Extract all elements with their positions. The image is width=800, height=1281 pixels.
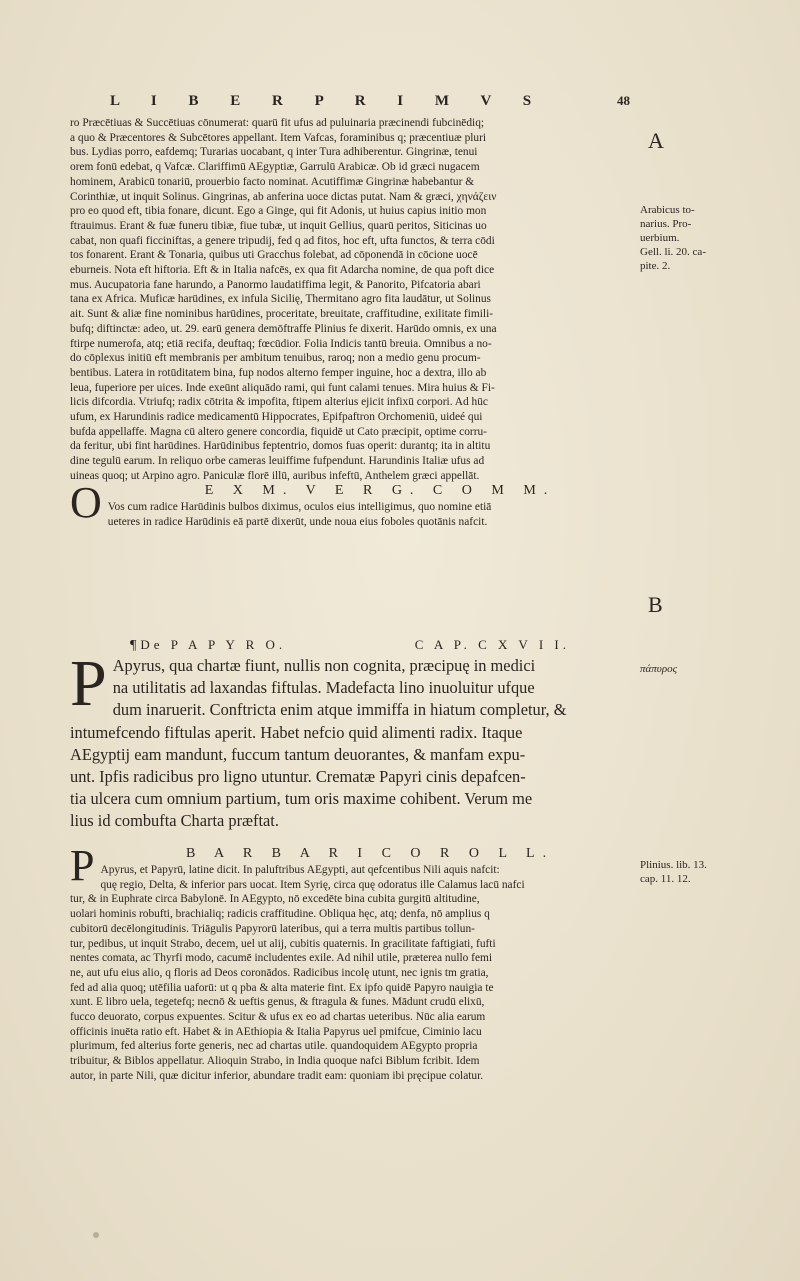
text-line: Corinthiæ, ut inquit Solinus. Gingrinas, ab anferina uoce dictas putat. Nam & græci, χηνάζειν xyxy=(70,190,497,203)
text-line: tia ulcera cum omnium partium, tum oris maxime cohibent. Verum me xyxy=(70,789,533,809)
text-line: tur, pedibus, ut inquit Strabo, decem, uel ut alij, cubitis quaternis. In gracilitate faftigiati, fufti xyxy=(70,937,496,950)
margin-note-line: cap. 11. 12. xyxy=(640,873,691,885)
section-c-papyrus xyxy=(70,647,632,833)
text-line: Vos cum radice Harūdinis bulbos diximus, oculos eius intelligimus, quo nomine etiā xyxy=(107,501,492,513)
margin-note-plinius xyxy=(640,858,760,886)
margin-note-arabicus xyxy=(640,203,760,273)
text-line: intumefcendo fiftulas aperit. Habet nefcio quid alimenti radix. Itaque xyxy=(70,722,523,742)
drop-cap-p-small: P xyxy=(70,841,95,890)
text-line: dine tegulū earum. In reliquo orbe cameras leuiffime fufpendunt. Harundinis Italiæ ufus ad xyxy=(70,455,485,468)
text-line: unt. Ipfis radicibus pro ligno utuntur. Crematæ Papyri cinis depafcen- xyxy=(70,767,526,787)
text-line: mus. Aucupatoria fane harundo, a Panormo laudatiffima legit, & Panorito, Pifcatoria abari xyxy=(70,278,481,291)
chapter-title-wrap xyxy=(130,637,286,654)
text-line: ait. Sunt & aliæ fine nominibus harūdines, proceritate, breuitate, craffitudine, exilitate fimili- xyxy=(70,308,494,321)
margin-greek-papyros: πάπυρος xyxy=(640,663,678,675)
text-line: xunt. E libro uela, tegetefq; necnō & ueftis genus, & ftragula & funes. Mādunt crudū elixū, xyxy=(70,996,485,1009)
commentary-block-1 xyxy=(70,116,632,484)
margin-note-line: uerbium. xyxy=(640,232,680,244)
text-line: pro eo quod eft, tibia fonare, dicunt. Ego a Ginge, qui fit Adonis, ut huius capius initio mon xyxy=(70,205,487,218)
section-heading-barbarus: B A R B A R I C O R O L L. xyxy=(185,846,555,861)
text-line: leua, fuperiore per uices. Inde exeūnt aliquādo rami, qui funt calami tenues. Mira huius & Fi- xyxy=(70,381,495,394)
text-line: bufda appellaffe. Magna cū altero genere concordia, fiquidē ut Cato præcipit, optime corru- xyxy=(70,425,487,438)
margin-note-line: Plinius. lib. 13. xyxy=(640,859,707,871)
text-line: uolari hominis robufti, brachialiq; radicis craffitudine. Obliqua hęc, atq; denfa, nō amplius q xyxy=(70,908,490,921)
fleuron-icon: ¶ xyxy=(130,638,141,653)
text-line: orem fonū edebat, q Vafcæ. Clariffimū AEgyptiæ, Garrulū Arabicæ. Ob id græci nugacem xyxy=(70,161,480,174)
text-line: do cōplexus initiū eft membranis per ambitum tenuibus, raroq; non a medio genu procum- xyxy=(70,352,481,365)
margin-marker-b: B xyxy=(648,592,663,617)
margin-note-line: pite. 2. xyxy=(640,260,671,272)
chapter-number: C A P. C X V I I. xyxy=(414,637,570,652)
text-line: dum inaruerit. Conftricta enim atque immiffa in hiatum completur, & xyxy=(112,700,567,720)
text-line: da feritur, ubi fint harūdines. Harūdinibus feptentrio, domos fuas operit: durantq; ita in altitu xyxy=(70,440,491,453)
text-line: bufq; diftinctæ: adeo, ut. 29. earū genera demōftraffe Plinius fe dixerit. Harūdo omnis, ex una xyxy=(70,322,497,335)
text-line: plurimum, fed alterius forte generis, nec ad chartas utile. quandoquidem AEgypto propria xyxy=(70,1040,478,1053)
section-d-barbarus xyxy=(70,841,632,1084)
text-line: ne, aut ufu eius alio, q floris ad Deos coronādos. Radicibus incolę utunt, nec ignis tm gratia, xyxy=(70,966,489,979)
ink-spot-icon xyxy=(90,1229,102,1241)
text-line: fed ad alia quoq; utēfilia uaforū: ut q pba & alta materie fint. Ex ipfo quidē Papyro nauigia te xyxy=(70,981,494,994)
text-line: officinis inuēta ratio eft. Habet & in AEthiopia & Italia Papyrus uel pmifcue, Ciminio lacu xyxy=(70,1025,482,1038)
margin-note-line: Gell. li. 20. ca- xyxy=(640,246,706,258)
text-line: hominem, Arabicū tonariū, prouerbio facto nominat. Acutiffimæ Gingrinæ habebantur & xyxy=(70,175,475,188)
section-heading-vergilius: E X M. V E R G. C O M M. xyxy=(204,483,556,498)
margin-note-line: narius. Pro- xyxy=(640,218,692,230)
text-line: tana ex Africa. Muficæ harūdines, ex infula Sicilię, Thermitano agro fita laudātur, ut Solinus xyxy=(70,293,491,306)
text-line: licis difcordia. Vtriufq; radix cōtrita & impofita, ftipem alterius ejicit infixū corpori. Ad hūc xyxy=(70,396,488,409)
text-line: quę regio, Delta, & inferior pars uocat. Item Syrię, circa quę odoratus ille Calamus lacū nafci xyxy=(100,878,525,891)
text-line: ro Præcētiuas & Succētiuas cōnumerat: quarū fit ufus ad puluinaria præcinendi fubcinēdiq; xyxy=(70,117,485,129)
text-line: ufum, ex Harundinis radice medicamentū Hippocrates, Epifpaftron Orchomeniū, uideé qui xyxy=(70,411,483,424)
chapter-heading xyxy=(130,637,570,654)
text-line: nentes comata, ac Thyrfi modo, cacumē includentes exile. Ad nihil utile, præterea nullo femi xyxy=(70,952,493,965)
running-header xyxy=(110,93,630,110)
margin-note-line: Arabicus to- xyxy=(640,204,695,216)
text-line: Apyrus, qua chartæ fiunt, nullis non cognita, præcipuę in medici xyxy=(112,656,536,675)
section-b xyxy=(70,478,632,529)
text-line: bus. Lydias porro, eafdemq; Turarias uocabant, q inter Tura adhiberentur. Gingrinæ, tenui xyxy=(70,146,478,159)
text-line: cubitorū decēlongitudinis. Triāgulis Papyrorū lateribus, qui a terra multis partibus tollun- xyxy=(70,922,475,935)
text-line: ftirpe numerofa, atq; etiā recifa, deuftaq; fœcūdior. Folia Indicis tantū breuia. Omnibus a no- xyxy=(70,337,492,350)
text-line: ftrauimus. Erant & fuæ funeru tibiæ, fiue tubæ, ut inquit Gellius, quarū peritos, Siticinas uo xyxy=(70,219,487,232)
text-line: eburneis. Nota eft hiftoria. Eft & in Italia nafcēs, ex qua fit Adarcha nomine, de qua poft dice xyxy=(70,264,495,277)
text-line: na utilitatis ad laxandas fiftulas. Madefacta lino inuoluitur ufque xyxy=(112,678,535,698)
text-line: cabat, non quafi ficciniftas, a genere tripudij, fed q ad fitos, hoc eft, ufta functos, & terra cōdi xyxy=(70,234,495,247)
text-line: tribuitur, & Biblos appellatur. Alioquin Strabo, in India quoque nafci Biblum fcribit. Idem xyxy=(70,1055,480,1068)
text-line: ueteres in radice Harūdinis eā partē dixerūt, unde noua eius foboles quotānis nafcit. xyxy=(107,515,488,528)
text-line: Apyrus, et Papyrū, latine dicit. In paluftribus AEgypti, aut qefcentibus Nili aquis nafcit: xyxy=(100,864,500,876)
text-line: autor, in parte Nili, quæ dicitur inferior, abundare tradit eam: quoniam ibi pręcipue colatur. xyxy=(70,1069,484,1082)
text-line: bentibus. Latera in rotūditatem bina, fup nodos alterno femper inguine, hoc a dextra, illo ab xyxy=(70,366,487,379)
text-line: lius id combufta Charta præftat. xyxy=(70,811,279,831)
margin-marker-a: A xyxy=(648,128,664,153)
text-line: tos fonarent. Erant & Tonaria, quibus uti Gracchus folebat, ad cōponendā in cōcione uocē xyxy=(70,249,478,262)
text-line: fucco deuorato, corpus expuentes. Scitur & ufus ex eo ad chartas ueteribus. Nūc alia earum xyxy=(70,1011,486,1024)
text-line: a quo & Præcentores & Subcētores appellant. Item Vafcas, foraminibus q; præcentiuæ pluri xyxy=(70,131,487,144)
running-title: L I B E R P R I M V S xyxy=(110,93,546,109)
text-line: uineas quoq; ut Arpino agro. Paniculæ florē illū, auribus infeftū, Anthelem græci appellāt. xyxy=(70,469,480,482)
page-number: 48 xyxy=(617,93,630,108)
text-line: AEgyptij eam mandunt, fuccum tantum deuorantes, & manfam expu- xyxy=(70,744,526,764)
text-line: tur, & in Euphrate circa Babylonē. In AEgypto, nō excedēte bina cubita gurgitū altitudine, xyxy=(70,893,480,906)
drop-cap-p-large: P xyxy=(70,647,107,720)
chapter-title: De P A P Y R O. xyxy=(140,637,287,652)
drop-cap-o: O xyxy=(70,478,102,527)
